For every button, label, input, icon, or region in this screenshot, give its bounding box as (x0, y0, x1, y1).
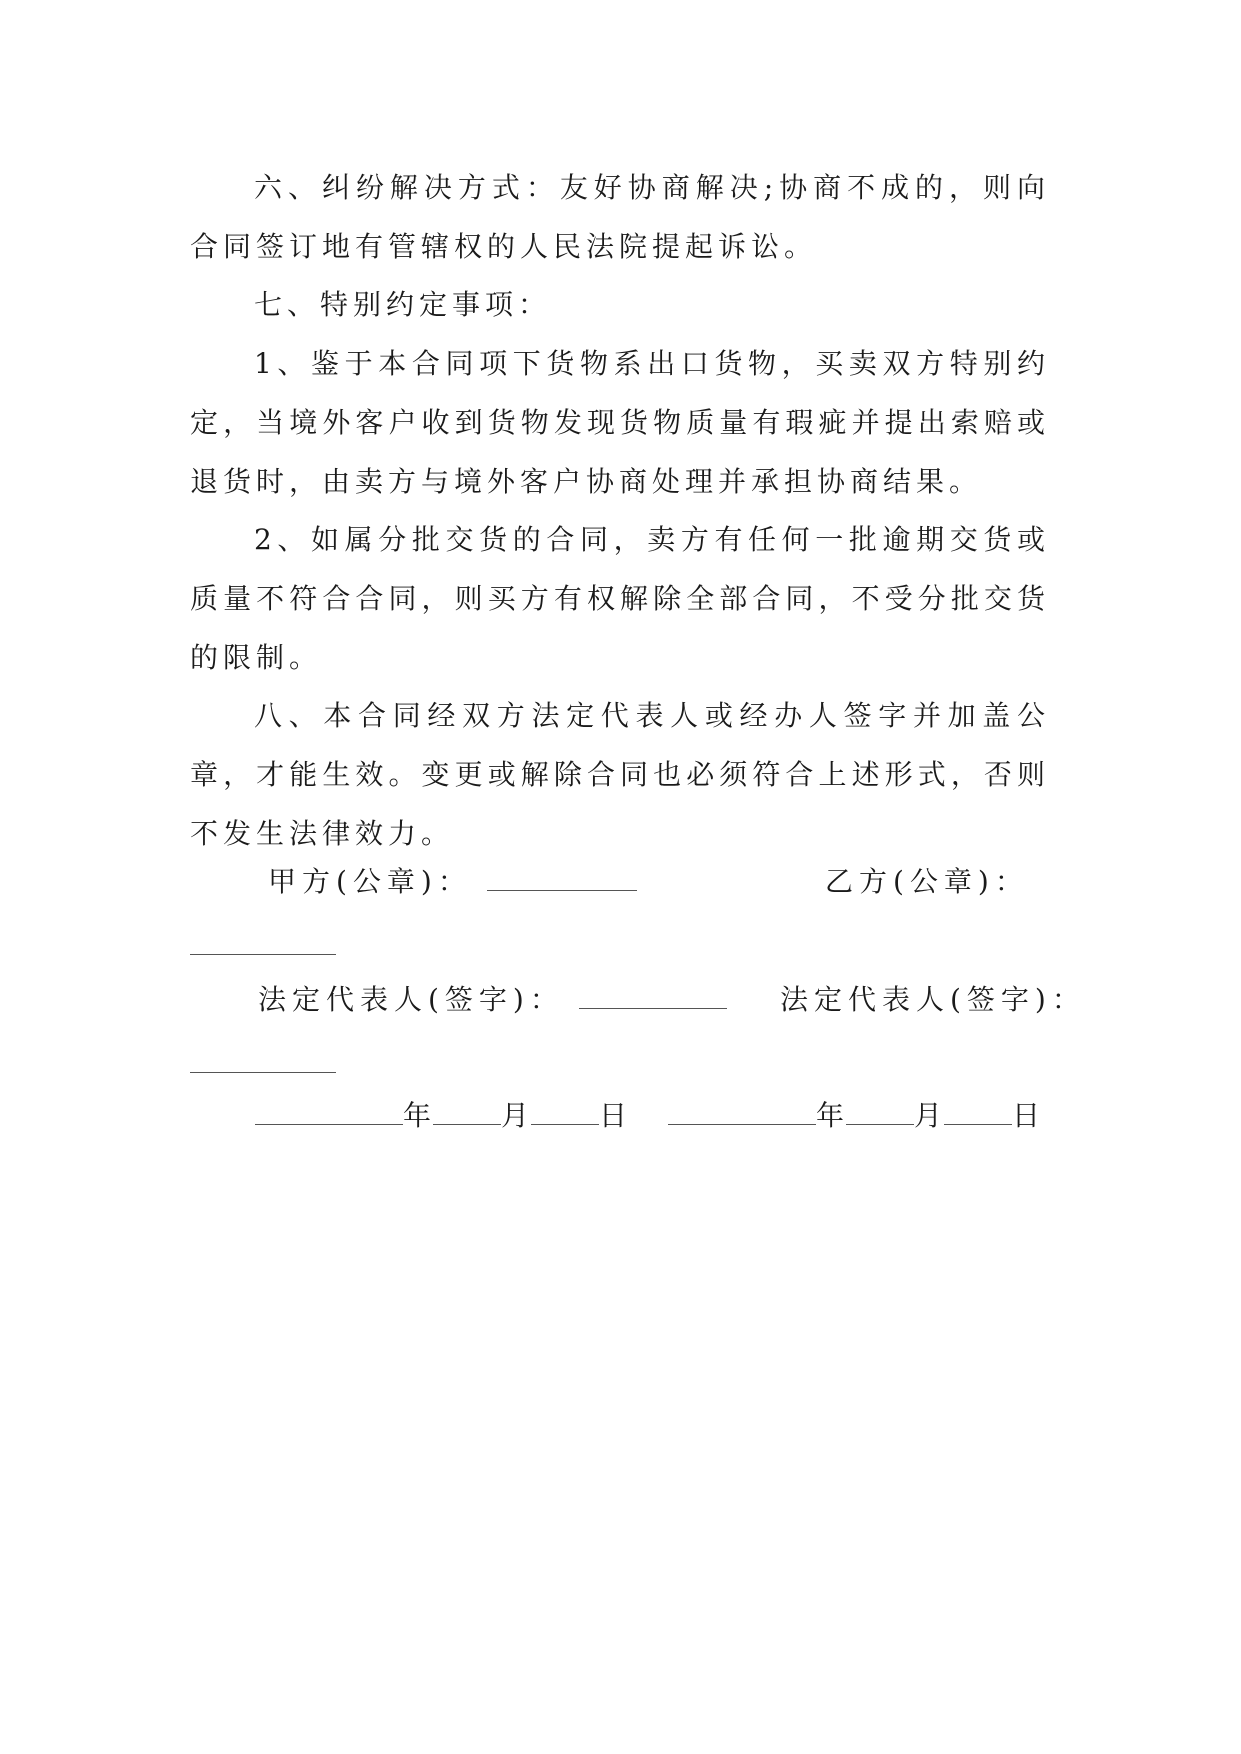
party-a-month-blank[interactable] (433, 1096, 501, 1125)
party-a-date-line (255, 1096, 629, 1136)
month-label: 月 (501, 1099, 532, 1132)
clause-special-term-1: 1、鉴于本合同项下货物系出口货物，买卖双方特别约定，当境外客户收到货物发现货物质量有瑕疵并提出索赔或退货时，由卖方与境外客户协商处理并承担协商结果。 (190, 347, 1050, 498)
party-b-rep-label: 法定代表人(签字)： (780, 983, 1086, 1016)
day-label: 日 (1012, 1099, 1043, 1132)
clause-special-term-2: 2、如属分批交货的合同，卖方有任何一批逾期交货或质量不符合合同，则买方有权解除全部合同，不受分批交货的限制。 (190, 523, 1050, 674)
party-b-seal-blank[interactable] (190, 954, 336, 955)
party-a-rep-label: 法定代表人(签字)： (258, 983, 564, 1016)
party-a-day-blank[interactable] (531, 1096, 599, 1125)
clause-dispute-resolution: 六、纠纷解决方式：友好协商解决;协商不成的，则向合同签订地有管辖权的人民法院提起诉讼。 (190, 171, 1050, 263)
month-label: 月 (914, 1099, 945, 1132)
day-label: 日 (599, 1099, 630, 1132)
party-b-day-blank[interactable] (944, 1096, 1012, 1125)
party-b-year-blank[interactable] (668, 1096, 816, 1125)
party-b-seal-line (825, 862, 1029, 902)
year-label: 年 (403, 1099, 434, 1132)
party-b-rep-blank[interactable] (190, 1072, 336, 1073)
party-b-month-blank[interactable] (846, 1096, 914, 1125)
party-a-seal-blank[interactable] (487, 862, 637, 891)
clause-special-terms-heading: 七、特别约定事项： (254, 288, 552, 321)
party-b-rep-line (780, 980, 1086, 1020)
party-b-seal-label: 乙方(公章)： (825, 865, 1029, 898)
party-b-date-line (668, 1096, 1042, 1136)
party-a-rep-line (258, 980, 727, 1020)
party-a-year-blank[interactable] (255, 1096, 403, 1125)
party-a-seal-line (268, 862, 637, 902)
clause-effectiveness: 八、本合同经双方法定代表人或经办人签字并加盖公章，才能生效。变更或解除合同也必须符合上述形式，否则不发生法律效力。 (190, 699, 1050, 850)
party-a-rep-blank[interactable] (579, 980, 727, 1009)
year-label: 年 (816, 1099, 847, 1132)
party-a-seal-label: 甲方(公章)： (268, 865, 472, 898)
